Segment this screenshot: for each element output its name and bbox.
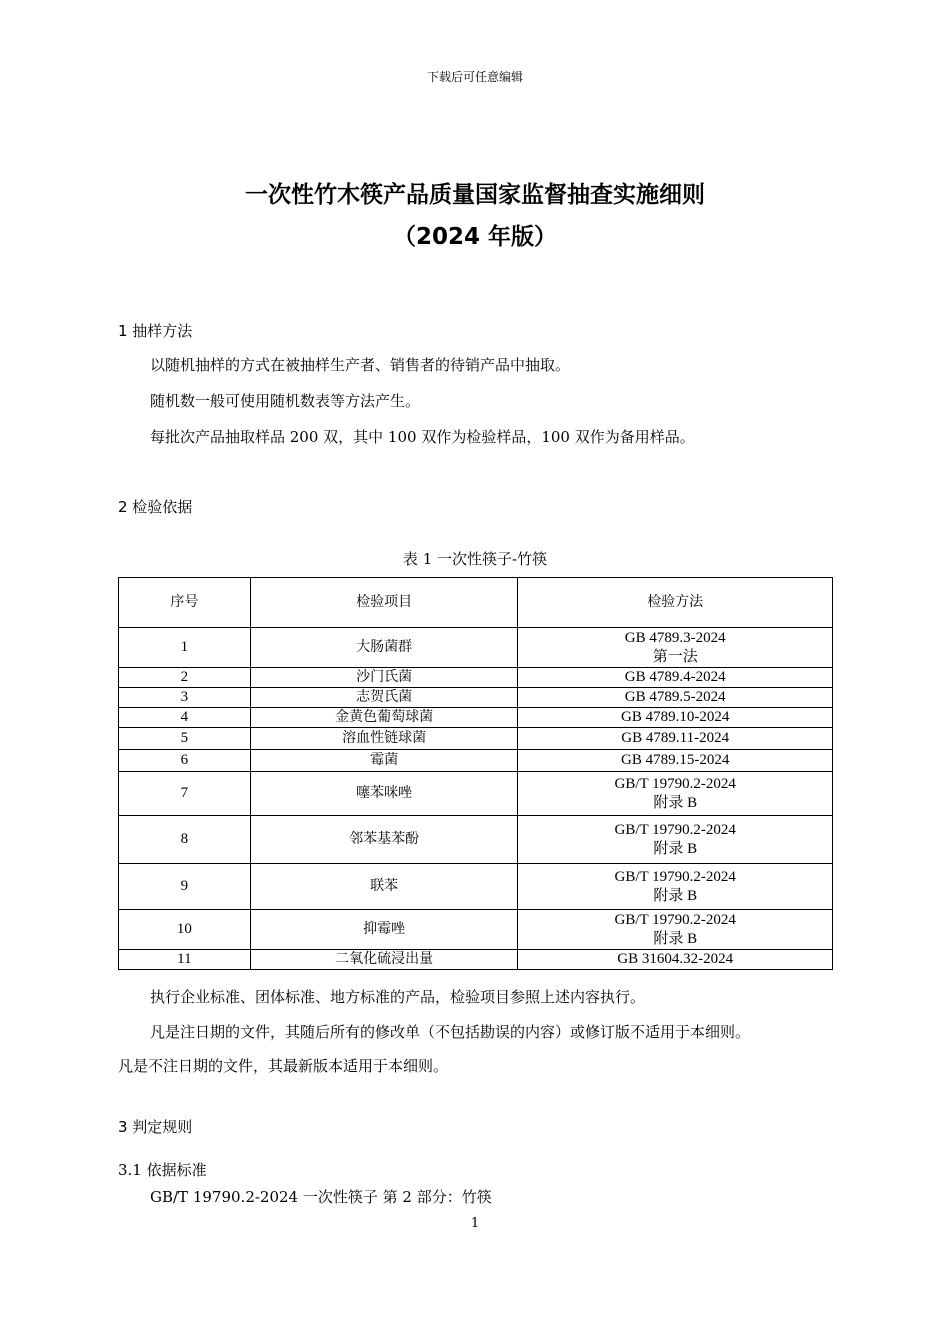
table-caption: 表 1 一次性筷子-竹筷 — [402, 550, 548, 568]
table-row — [119, 688, 833, 708]
row-item-cell: 志贺氏菌 — [250, 688, 518, 708]
row-method-cell: GB 4789.11-2024 — [518, 728, 833, 750]
row-item-cell: 抑霉唑 — [250, 910, 518, 950]
row-number-cell: 5 — [119, 728, 251, 750]
section-2-heading: 2 检验依据 — [118, 498, 193, 516]
row-item-cell: 大肠菌群 — [250, 628, 518, 668]
section-1-paragraph-3: 每批次产品抽取样品 200 双，其中 100 双作为检验样品，100 双作为备用样品。 — [150, 428, 695, 446]
row-number-cell: 3 — [119, 688, 251, 708]
row-method-cell: GB 4789.10-2024 — [518, 708, 833, 728]
row-number-cell: 2 — [119, 668, 251, 688]
row-number-cell: 11 — [119, 950, 251, 970]
row-method-cell: GB 4789.5-2024 — [518, 688, 833, 708]
table-row — [119, 750, 833, 772]
table-row — [119, 816, 833, 864]
row-number-cell: 1 — [119, 628, 251, 668]
row-item-cell: 联苯 — [250, 864, 518, 910]
document-title: 一次性竹木筷产品质量国家监督抽查实施细则 — [245, 182, 705, 208]
note-dated-documents: 凡是注日期的文件，其随后所有的修改单（不包括勘误的内容）或修订版不适用于本细则。 — [150, 1023, 751, 1041]
note-enterprise-standards: 执行企业标准、团体标准、地方标准的产品，检验项目参照上述内容执行。 — [150, 988, 646, 1006]
section-1-heading: 1 抽样方法 — [118, 322, 193, 340]
table-row — [119, 910, 833, 950]
document-edition: （2024 年版） — [392, 224, 558, 250]
row-method-cell: GB 4789.15-2024 — [518, 750, 833, 772]
row-item-cell: 霉菌 — [250, 750, 518, 772]
row-number-cell: 6 — [119, 750, 251, 772]
row-method-cell: GB 4789.4-2024 — [518, 668, 833, 688]
row-number-cell: 8 — [119, 816, 251, 864]
row-item-cell: 噻苯咪唑 — [250, 772, 518, 816]
row-number-cell: 7 — [119, 772, 251, 816]
row-item-cell: 邻苯基苯酚 — [250, 816, 518, 864]
table-row — [119, 628, 833, 668]
row-item-cell: 金黄色葡萄球菌 — [250, 708, 518, 728]
section-1-paragraph-1: 以随机抽样的方式在被抽样生产者、销售者的待销产品中抽取。 — [150, 356, 571, 374]
row-number-cell: 9 — [119, 864, 251, 910]
header-cell-method: 检验方法 — [518, 578, 833, 628]
table-row — [119, 772, 833, 816]
row-method-cell: GB/T 19790.2-2024 附录 B — [518, 864, 833, 910]
table-header-row — [119, 578, 833, 628]
section-3-1-heading: 3.1 依据标准 — [118, 1161, 207, 1179]
header-cell-item: 检验项目 — [250, 578, 518, 628]
section-3-1-standard: GB/T 19790.2-2024 一次性筷子 第 2 部分：竹筷 — [150, 1188, 492, 1206]
row-item-cell: 沙门氏菌 — [250, 668, 518, 688]
inspection-table — [118, 577, 833, 970]
page-number: 1 — [470, 1216, 480, 1231]
table-row — [119, 708, 833, 728]
header-note: 下载后可任意编辑 — [426, 70, 523, 84]
table-row — [119, 728, 833, 750]
table-row — [119, 950, 833, 970]
table-row — [119, 668, 833, 688]
section-1-paragraph-2: 随机数一般可使用随机数表等方法产生。 — [150, 392, 421, 410]
row-method-cell: GB 31604.32-2024 — [518, 950, 833, 970]
row-item-cell: 溶血性链球菌 — [250, 728, 518, 750]
row-method-cell: GB/T 19790.2-2024 附录 B — [518, 772, 833, 816]
row-method-cell: GB 4789.3-2024 第一法 — [518, 628, 833, 668]
header-cell-no: 序号 — [119, 578, 251, 628]
row-number-cell: 4 — [119, 708, 251, 728]
section-3-heading: 3 判定规则 — [118, 1118, 193, 1136]
row-method-cell: GB/T 19790.2-2024 附录 B — [518, 816, 833, 864]
table-row — [119, 864, 833, 910]
row-number-cell: 10 — [119, 910, 251, 950]
note-undated-documents: 凡是不注日期的文件，其最新版本适用于本细则。 — [118, 1057, 449, 1075]
row-method-cell: GB/T 19790.2-2024 附录 B — [518, 910, 833, 950]
row-item-cell: 二氧化硫浸出量 — [250, 950, 518, 970]
